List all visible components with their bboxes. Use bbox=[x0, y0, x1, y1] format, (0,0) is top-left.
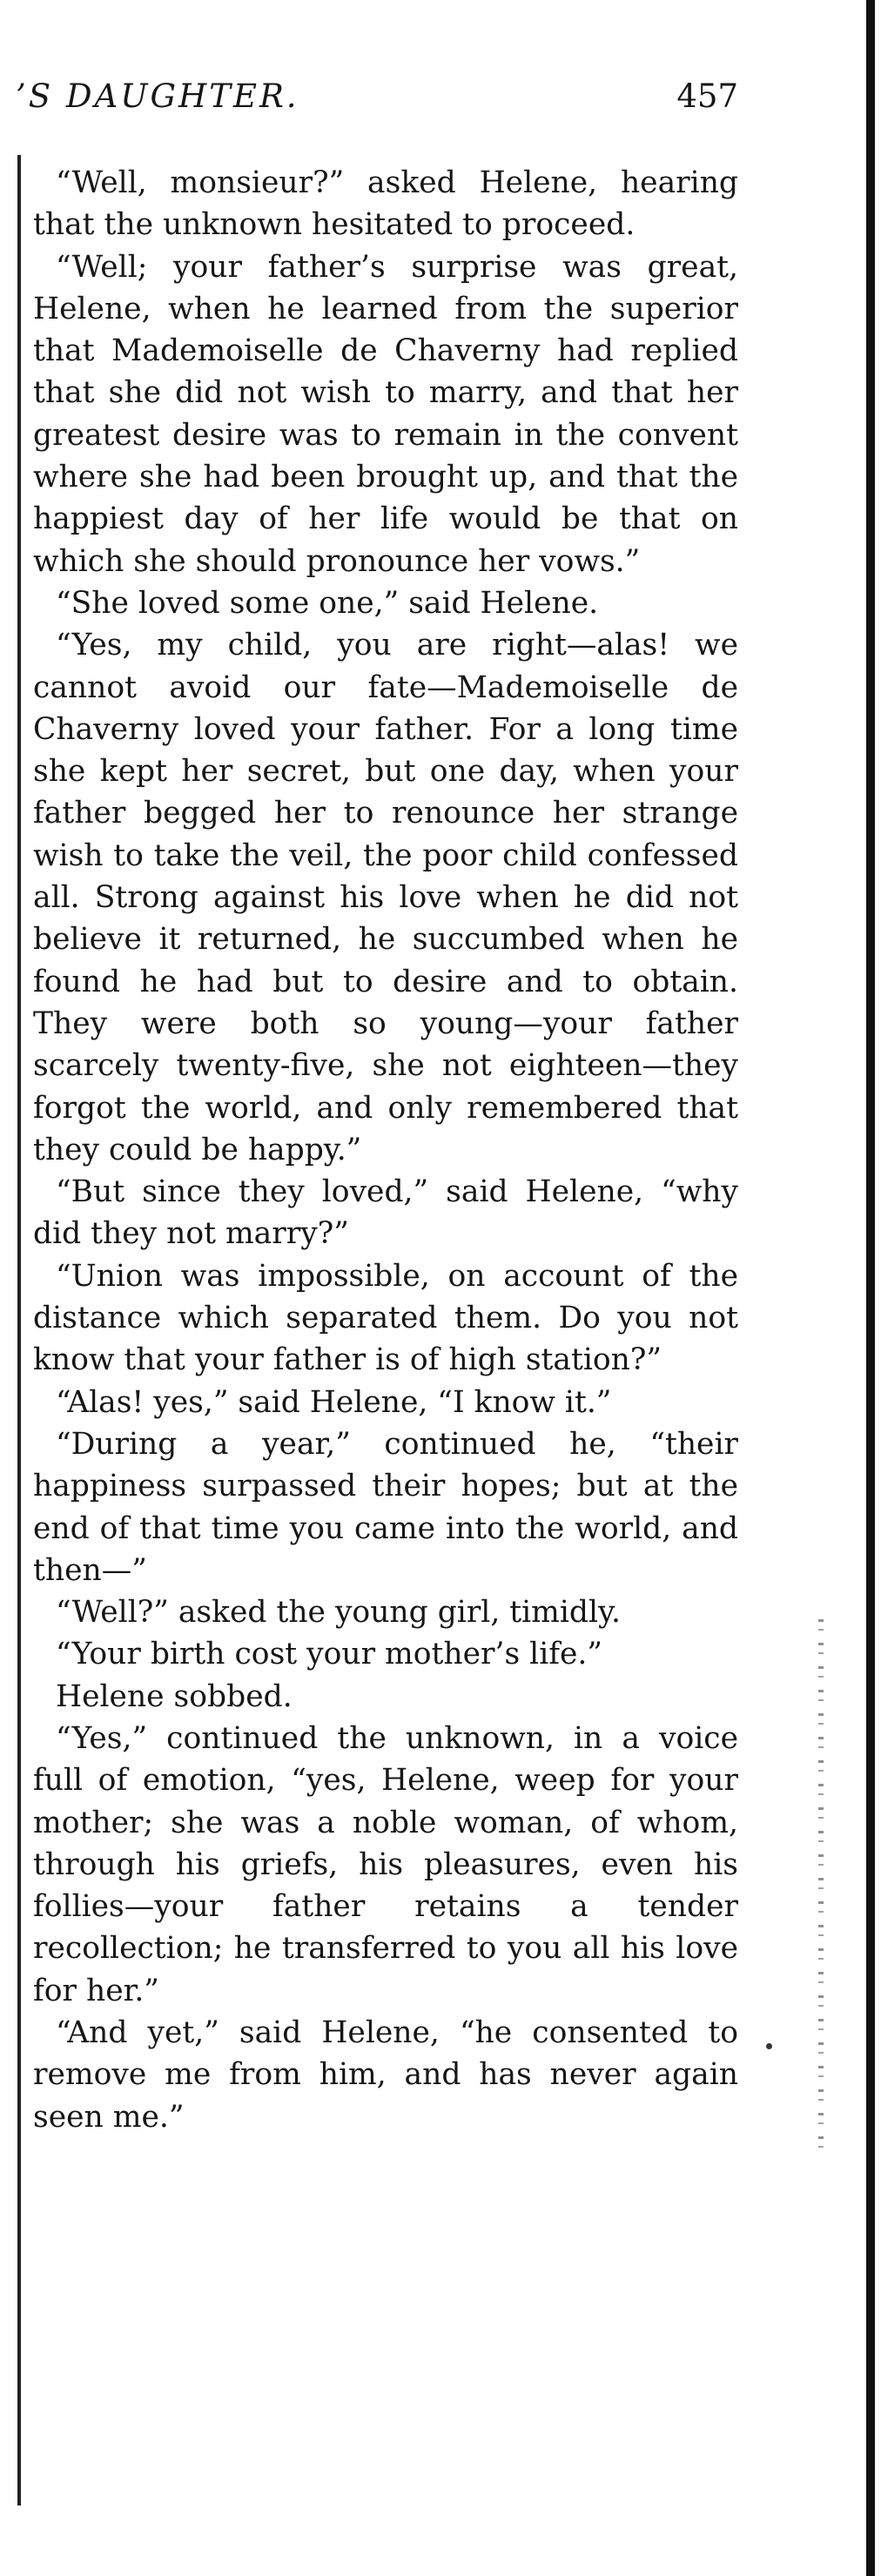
paragraph: Helene sobbed. bbox=[56, 1678, 293, 1714]
paragraph: “Your birth cost your mother’s life.” bbox=[56, 1637, 603, 1672]
page-number: 457 bbox=[676, 77, 738, 115]
left-margin-rule bbox=[17, 155, 21, 2505]
page-gutter-edge bbox=[866, 0, 875, 2576]
paragraph: “And yet,” said Helene, “he consented to remove me from him, and has never again seen me.” bbox=[33, 2015, 738, 2135]
paragraph: “But since they loved,” said Helene, “why did they not marry?” bbox=[33, 1174, 738, 1252]
paragraph: “Well; your father’s surprise was great, Helene, when he learned from the superior that Mademoiselle de Chaverny had replied that she did not wish to marry, and that her greatest desire was to remain in the convent where she had been brought up, and that the happiest day of her life would be that on which she should pronounce her vows.” bbox=[33, 249, 738, 579]
paragraph: “Alas! yes,” said Helene, “I know it.” bbox=[56, 1384, 612, 1420]
paragraph: “Yes,” continued the unknown, in a voice full of emotion, “yes, Helene, weep for your mother; she was a noble woman, of whom, through his griefs, his pleasures, even his follies—your father retains a tender recollection; he transferred to you all his love for her.” bbox=[33, 1720, 738, 2008]
paragraph: “She loved some one,” said Helene. bbox=[56, 585, 599, 621]
paragraph: “Union was impossible, on account of the distance which separated them. Do you not know that your father is of high station?” bbox=[33, 1258, 738, 1378]
scan-artifact bbox=[818, 1619, 824, 2159]
paragraph: “During a year,” continued he, “their happiness surpassed their hopes; but at the end of that time you came into the world, and then—” bbox=[33, 1426, 738, 1588]
scan-dot bbox=[766, 2043, 772, 2049]
paragraph: “Well, monsieur?” asked Helene, hearing that the unknown hesitated to proceed. bbox=[33, 165, 738, 243]
paragraph: “Well?” asked the young girl, timidly. bbox=[56, 1595, 621, 1631]
paragraph: “Yes, my child, you are right—alas! we cannot avoid our fate—Mademoiselle de Chaverny loved your father. For a long time she kept her secret, but one day, when your father begged her to renounce her strange wish to take the veil, the poor child confessed all. Strong against his love when he did not believe it returned, he succumbed when he found he had but to desire and to obtain. They were both so young—your father scarcely twenty-five, she not eighteen—they forgot the world, and only remembered that they could be happy.” bbox=[33, 628, 738, 1167]
running-title: ’S DAUGHTER. bbox=[16, 77, 299, 115]
body-text bbox=[33, 162, 738, 2425]
running-header bbox=[16, 75, 738, 118]
